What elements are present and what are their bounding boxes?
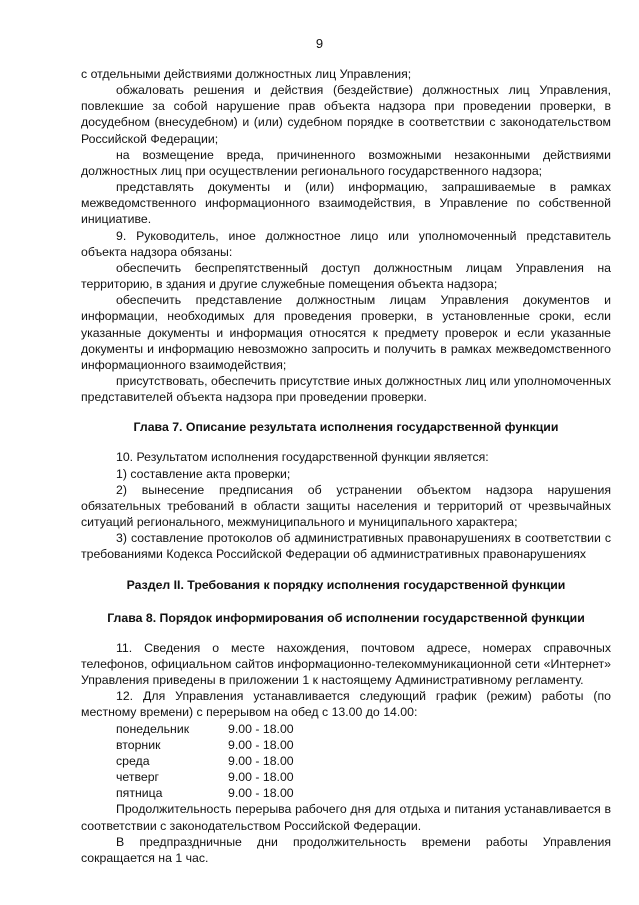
schedule-time: 9.00 - 18.00: [228, 786, 294, 801]
paragraph-10-result: 10. Результатом исполнения государственной функции является:: [116, 450, 489, 465]
list-item-protocols: 3) составление протоколов об административных правонарушениях в соответствии с требованиями Кодекса Российской Федерации об административных правонарушениях: [81, 531, 611, 562]
paragraph-11-contacts: 11. Сведения о месте нахождения, почтовом адресе, номерах справочных телефонов, официальном сайтов информационно-телекоммуникационной сети «Интернет» Управления приведены в приложении 1 к настоящему Административному регламенту.: [81, 640, 611, 688]
schedule-time: 9.00 - 18.00: [228, 770, 294, 785]
schedule-time: 9.00 - 18.00: [228, 737, 294, 752]
paragraph-submit-documents-right: представлять документы и (или) информацию, запрашиваемые в рамках межведомственного информационного взаимодействия, в Управление по собственной инициативе.: [81, 180, 611, 227]
paragraph-compensation-right: на возмещение вреда, причиненного возможными незаконными действиями должностных лиц при осуществлении регионального государственного надзора;: [81, 147, 611, 178]
schedule-day: среда: [116, 753, 150, 768]
schedule-row: [116, 785, 611, 801]
paragraph-continuation: с отдельными действиями должностных лиц Управления;: [81, 67, 412, 81]
paragraph-9-obligations: 9. Руководитель, иное должностное лицо или уполномоченный представитель объекта надзора обязаны:: [81, 228, 611, 259]
chapter-7-heading: Глава 7. Описание результата исполнения государственной функции: [133, 420, 559, 435]
page-content: [81, 66, 611, 866]
schedule-row: [116, 753, 611, 769]
schedule-row: [116, 737, 611, 753]
paragraph-appeal-right: обжаловать решения и действия (бездействие) должностных лиц Управления, повлекшие за собой нарушение прав объекта надзора при проведении проверки, в досудебном (внесудебном) и (или) судебном порядке в соответствии с законодательством Российской Федерации;: [81, 83, 611, 146]
paragraph-ensure-access: обеспечить беспрепятственный доступ должностным лицам Управления на территорию, в здания и другие служебные помещения объекта надзора;: [81, 260, 611, 292]
paragraph-break-duration: Продолжительность перерыва рабочего дня для отдыха и питания устанавливается в соответствии с законодательством Российской Федерации.: [81, 802, 611, 833]
paragraph-provide-documents: обеспечить представление должностным лицам Управления документов и информации, необходимых для проведения проверки, в установленные сроки, если указанные документы и информация относятся к предмету проверок и если указанные документы и информацию невозможно запросить и получить в рамках межведомственного информационного взаимодействия;: [81, 293, 611, 372]
schedule-day: понедельник: [116, 721, 190, 736]
list-item-order: 2) вынесение предписания об устранении объектом надзора нарушения обязательных требований в области защиты населения и территорий от чрезвычайных ситуаций регионального, межмуниципального и муниципального характера;: [81, 482, 611, 530]
schedule-time: 9.00 - 18.00: [228, 721, 294, 736]
schedule-time: 9.00 - 18.00: [228, 753, 294, 768]
work-schedule: [116, 721, 611, 802]
paragraph-12-schedule-intro: 12. Для Управления устанавливается следующий график (режим) работы (по местному времени) с перерывом на обед с 13.00 до 14.00:: [81, 689, 611, 720]
paragraph-attend-inspection: присутствовать, обеспечить присутствие иных должностных лиц или уполномоченных представителей объекта надзора при проведении проверки.: [81, 373, 611, 405]
schedule-day: вторник: [116, 737, 161, 752]
paragraph-pre-holiday: В предпраздничные дни продолжительность времени работы Управления сокращается на 1 час.: [81, 834, 611, 865]
schedule-day: четверг: [116, 770, 160, 785]
schedule-row: [116, 721, 611, 737]
list-item-act: 1) составление акта проверки;: [116, 466, 291, 481]
page-number: 9: [315, 36, 324, 51]
schedule-day: пятница: [116, 786, 163, 801]
chapter-8-heading: Глава 8. Порядок информирования об исполнении государственной функции: [107, 610, 585, 625]
section-2-heading: Раздел II. Требования к порядку исполнения государственной функции: [126, 577, 566, 592]
schedule-row: [116, 769, 611, 785]
